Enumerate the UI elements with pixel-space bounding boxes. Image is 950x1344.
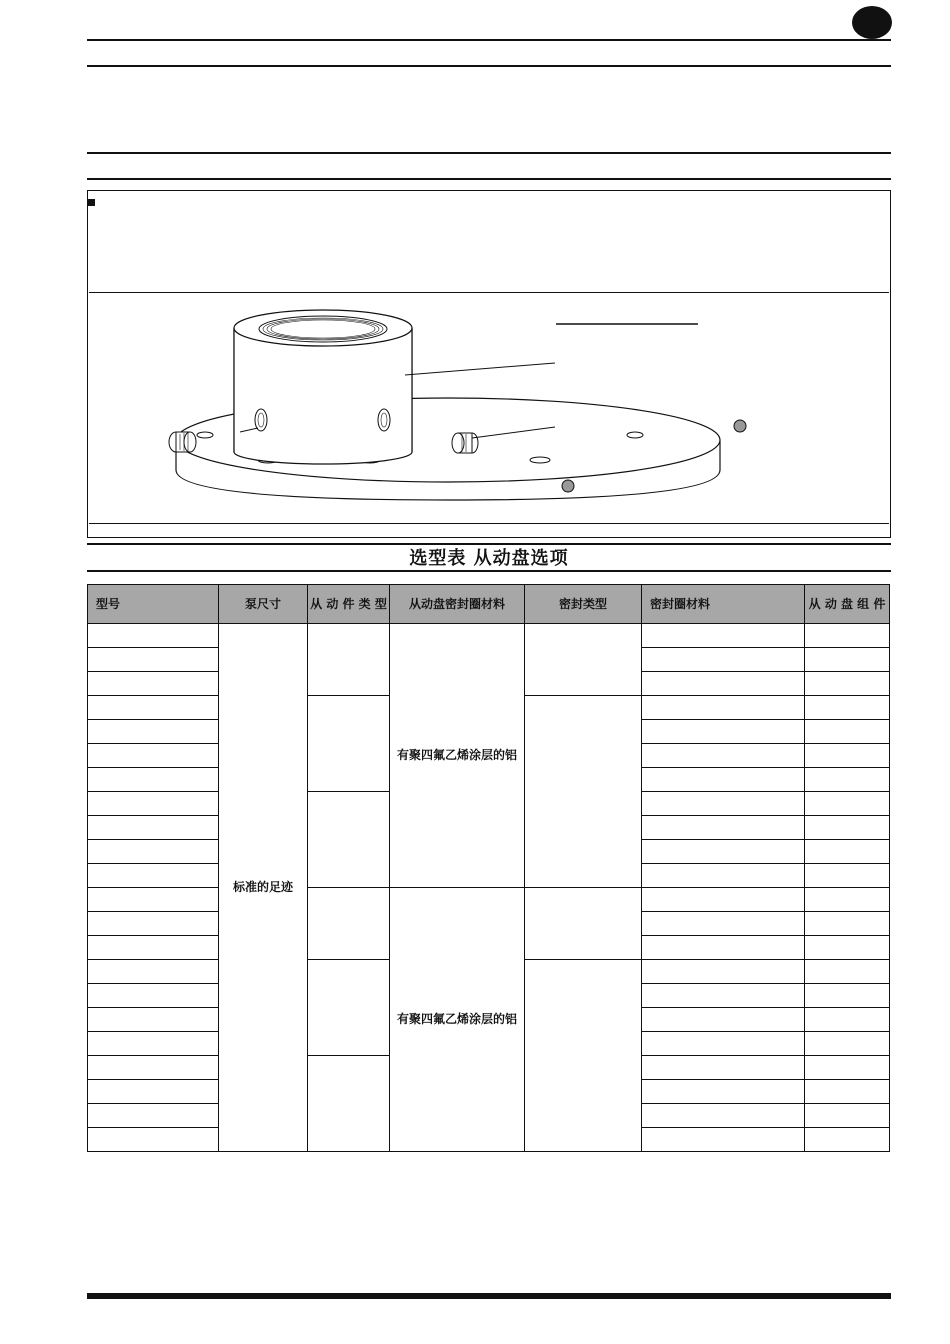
cell-seal-material — [642, 1032, 805, 1056]
title-bottom-rule — [87, 570, 891, 572]
cell-seal-material — [642, 864, 805, 888]
cell-model — [88, 984, 219, 1008]
cell-seal-material — [642, 912, 805, 936]
cell-model — [88, 624, 219, 648]
header-follower-type: 从 动 件 类 型 — [308, 585, 390, 624]
cell-plate-kit — [805, 720, 890, 744]
cell-seal-material — [642, 840, 805, 864]
cell-plate-kit — [805, 1104, 890, 1128]
cell-plate-kit — [805, 1128, 890, 1152]
cell-model — [88, 960, 219, 984]
cell-plate-kit — [805, 672, 890, 696]
cell-model — [88, 816, 219, 840]
cell-model — [88, 792, 219, 816]
cell-seal-material — [642, 960, 805, 984]
cell-seal-material — [642, 744, 805, 768]
header-rule-top — [87, 39, 891, 41]
cell-plate-kit — [805, 816, 890, 840]
cell-plate-kit — [805, 648, 890, 672]
cell-plate-kit — [805, 744, 890, 768]
cell-seal-material — [642, 984, 805, 1008]
cell-seal-material — [642, 816, 805, 840]
cell-seal-material — [642, 696, 805, 720]
selection-table — [87, 584, 890, 1152]
cell-seal-material — [642, 936, 805, 960]
cell-plate-kit — [805, 792, 890, 816]
cell-follower-type — [308, 888, 390, 960]
header-rule-third — [87, 152, 891, 154]
cell-seal-material — [642, 624, 805, 648]
section-title: 选型表 从动盘选项 — [409, 548, 569, 569]
header-rule-second — [87, 65, 891, 67]
cell-seal-material — [642, 1080, 805, 1104]
cell-plate-kit — [805, 1032, 890, 1056]
cell-model — [88, 768, 219, 792]
table-header-row — [88, 585, 890, 624]
table-row — [88, 888, 890, 912]
cell-model — [88, 912, 219, 936]
table-row — [88, 624, 890, 648]
cell-seal-material — [642, 1128, 805, 1152]
cell-seal-type — [525, 960, 642, 1152]
cell-plate-kit — [805, 1056, 890, 1080]
cell-follower-type — [308, 960, 390, 1056]
header-model: 型号 — [88, 585, 219, 624]
cell-seal-material — [642, 768, 805, 792]
cell-seal-type — [525, 888, 642, 960]
cell-plate-seal-material: 有聚四氟乙烯涂层的铝 — [390, 888, 525, 1152]
cell-plate-kit — [805, 1008, 890, 1032]
header-seal-material: 密封圈材料 — [642, 585, 805, 624]
cell-follower-type — [308, 792, 390, 888]
header-plate-kit: 从 动 盘 组 件 — [805, 585, 890, 624]
cell-seal-material — [642, 672, 805, 696]
header-pump-size: 泵尺寸 — [219, 585, 308, 624]
footer-rule — [87, 1293, 891, 1299]
cell-seal-material — [642, 1056, 805, 1080]
cell-model — [88, 744, 219, 768]
cell-seal-material — [642, 888, 805, 912]
language-badge — [852, 6, 892, 39]
header-seal-type: 密封类型 — [525, 585, 642, 624]
cell-model — [88, 720, 219, 744]
cell-plate-kit — [805, 1080, 890, 1104]
cell-model — [88, 648, 219, 672]
cell-plate-kit — [805, 912, 890, 936]
cell-plate-kit — [805, 840, 890, 864]
cell-model — [88, 840, 219, 864]
cell-follower-type — [308, 624, 390, 696]
header-rule-fourth — [87, 178, 891, 180]
cell-plate-kit — [805, 624, 890, 648]
cell-model — [88, 1080, 219, 1104]
cell-model — [88, 1104, 219, 1128]
cell-follower-type — [308, 696, 390, 792]
cell-model — [88, 936, 219, 960]
cell-model — [88, 1008, 219, 1032]
cell-plate-kit — [805, 960, 890, 984]
cell-model — [88, 1128, 219, 1152]
cell-seal-material — [642, 1104, 805, 1128]
cell-follower-type — [308, 1056, 390, 1152]
cell-plate-kit — [805, 936, 890, 960]
cell-plate-kit — [805, 696, 890, 720]
cell-model — [88, 696, 219, 720]
cell-model — [88, 672, 219, 696]
cell-model — [88, 864, 219, 888]
cell-plate-kit — [805, 984, 890, 1008]
section-title-bar — [87, 544, 891, 570]
cell-plate-seal-material: 有聚四氟乙烯涂层的铝 — [390, 624, 525, 888]
cell-seal-material — [642, 720, 805, 744]
cell-plate-kit — [805, 888, 890, 912]
bullet-square-icon — [88, 199, 95, 206]
cell-seal-type — [525, 624, 642, 696]
cell-seal-type — [525, 696, 642, 888]
cell-pump-size: 标准的足迹 — [219, 624, 308, 1152]
cell-plate-kit — [805, 864, 890, 888]
cell-model — [88, 888, 219, 912]
cell-seal-material — [642, 648, 805, 672]
follower-plate-illustration — [160, 300, 760, 515]
cell-model — [88, 1056, 219, 1080]
cell-plate-kit — [805, 768, 890, 792]
cell-model — [88, 1032, 219, 1056]
cell-seal-material — [642, 792, 805, 816]
cell-seal-material — [642, 1008, 805, 1032]
header-plate-seal-material: 从动盘密封圈材料 — [390, 585, 525, 624]
